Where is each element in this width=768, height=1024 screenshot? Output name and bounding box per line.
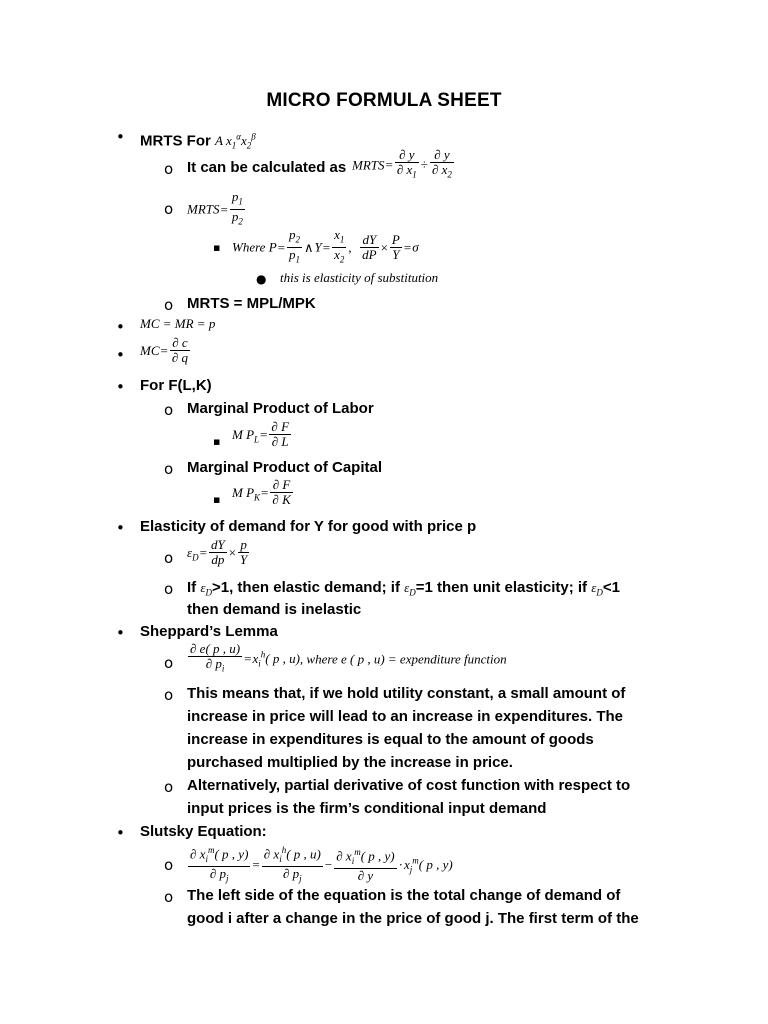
mpk-label: Marginal Product of Capital	[187, 459, 383, 476]
level4-bullet: ●	[256, 272, 267, 286]
where-formula: Where P= $\frac{p_2}{p_1}$ ∧Y= $\frac{x_1}{x_2}$ , $\frac{dY}{dP}$ × $\frac{P}{Y}$ =σ	[232, 227, 419, 265]
slutsky-label: Slutsky Equation:	[140, 823, 267, 840]
where-text: Where P	[232, 239, 277, 255]
mrts-for-text: MRTS For	[140, 132, 211, 150]
mc-derivative-formula: MC= $\frac{\partial c}{\partial q}$	[140, 335, 189, 365]
sub-bullet: o	[164, 856, 174, 874]
bullet: •	[116, 824, 125, 842]
sub-bullet: o	[164, 200, 174, 218]
sheppard-p2-line: Alternatively, partial derivative of cost function with respect to	[187, 777, 631, 794]
mrts-function: A $x_1^\alpha x_2^\beta$	[215, 132, 256, 151]
fraction: $\frac{\partial c}{\partial q}$	[171, 335, 189, 365]
sheppard-p1-line: increase in price will lead to an increase in expenditures. The	[187, 708, 623, 725]
fraction: $\frac{x_1}{x_2}$	[334, 227, 345, 265]
calc-as-text: It can be calculated as	[187, 159, 347, 176]
fraction: $\frac{dY}{dP}$	[362, 231, 377, 262]
elasticity-label: Elasticity of demand for Y for good with price p	[140, 518, 477, 535]
sub-bullet: o	[164, 888, 174, 906]
fraction: $\frac{p_1}{p_2}$	[231, 189, 243, 227]
mrts-price-formula: MRTS= $\frac{p_1}{p_2}$	[187, 189, 243, 227]
page-title: MICRO FORMULA SHEET	[266, 90, 502, 111]
fraction: $\frac{\partial x_i^h( p , u)}{\partial p_j}$	[263, 845, 321, 884]
mrts-mpl-text: MRTS = MPL/MPK	[187, 295, 316, 312]
fraction: $\frac{\partial e( p , u)}{\partial p_i}$	[190, 641, 241, 674]
mpk-formula: M $P_K=$ $\frac{\partial F}{\partial K}$	[232, 477, 291, 507]
mpl-label: Marginal Product of Labor	[187, 400, 374, 417]
fraction: $\frac{\partial F}{\partial L}$	[271, 419, 290, 449]
fraction: $\frac{\partial F}{\partial K}$	[272, 477, 291, 507]
sub-bullet: o	[164, 160, 174, 178]
sub-bullet: o	[164, 460, 174, 478]
bullet: •	[116, 624, 125, 642]
sub-sub-bullet: ▪	[213, 241, 221, 254]
sheppard-label: Sheppard’s Lemma	[140, 623, 278, 640]
sub-bullet: o	[164, 580, 174, 598]
sub-bullet: o	[164, 296, 174, 314]
fraction: $\frac{p_2}{p_1}$	[288, 227, 300, 265]
sub-bullet: o	[164, 686, 174, 704]
bullet: •	[116, 519, 125, 537]
sheppard-p1-line: This means that, if we hold utility constant, a small amount of	[187, 685, 626, 702]
elastic-line-1: If $\varepsilon_D>1$, then elastic demand; if $\varepsilon_D=1$ then unit elasticity; if $\varepsilon_D<1$	[187, 579, 620, 598]
mrts-symbol: MRTS	[352, 157, 385, 173]
sub-bullet: o	[164, 401, 174, 419]
mrts-derivative-formula: MRTS= $\frac{\partial y}{\partial x_1}$ ÷ $\frac{\partial y}{\partial x_2}$	[352, 147, 452, 180]
fraction: $\frac{\partial y}{\partial x_1}$	[396, 147, 417, 180]
for-flk-text: For F(L,K)	[140, 377, 212, 394]
text-segment: <1	[602, 579, 620, 596]
slutsky-formula: $\frac{\partial x_i^m( p , y)}{\partial p_j}$ = $\frac{\partial x_i^h( p , u)}{\partial p_j}$ − $\frac{\partial x_i^m( p , y)}{\partial y}$ $\cdot x_j^m$( p , y)	[190, 845, 453, 884]
elasticity-formula: $\varepsilon_D=$ $\frac{dY}{dp}$ × $\frac{p}{Y}$	[187, 537, 248, 567]
sheppard-p2-line: input prices is the firm’s conditional input demand	[187, 800, 547, 817]
fraction: $\frac{\partial x_i^m( p , y)}{\partial p_j}$	[190, 845, 249, 884]
sheppard-where: , where e	[299, 651, 347, 667]
bullet: •	[116, 378, 125, 396]
bullet: •	[116, 318, 125, 336]
slutsky-p1-line: The left side of the equation is the total change of demand of	[187, 887, 621, 904]
mpl-formula: M $P_L=$ $\frac{\partial F}{\partial L}$	[232, 419, 290, 449]
sheppard-p1-line: increase in expenditures is equal to the amount of goods	[187, 731, 594, 748]
sub-bullet: o	[164, 654, 174, 672]
sub-bullet: o	[164, 778, 174, 796]
fraction: $\frac{dY}{dp}$	[210, 537, 225, 567]
bullet: •	[116, 346, 125, 364]
mrts-symbol: MRTS	[187, 201, 220, 217]
text-segment: =1 then unit elasticity; if	[415, 579, 588, 596]
fraction: $\frac{\partial x_i^m( p , y)}{\partial y}$	[336, 847, 395, 884]
mrts-function-base: A x	[215, 133, 232, 149]
substitution-note: this is elasticity of substitution	[280, 270, 439, 285]
fraction: $\frac{P}{Y}$	[391, 231, 400, 262]
mc-symbol: MC	[140, 343, 160, 358]
text-segment: >1, then elastic demand; if	[211, 579, 400, 596]
fraction: $\frac{p}{Y}$	[240, 537, 248, 567]
text-segment: If	[187, 579, 197, 596]
sheppard-formula: $\frac{\partial e( p , u)}{\partial p_i}$ $=x_i^h$( p , u), where e ( p , u) = expenditure function	[190, 641, 507, 674]
sub-sub-bullet: ▪	[213, 493, 221, 506]
mrts-for-line	[140, 126, 256, 158]
sheppard-expenditure: expenditure function	[399, 651, 507, 667]
elastic-line-2: then demand is inelastic	[187, 601, 362, 618]
mc-mr-formula: MC = MR = p	[140, 316, 216, 331]
sub-bullet: o	[164, 549, 174, 567]
sheppard-p1-line: purchased multiplied by the increase in price.	[187, 754, 513, 771]
sub-sub-bullet: ▪	[213, 435, 221, 448]
slutsky-p1-line: good i after a change in the price of good j. The first term of the	[187, 910, 639, 927]
fraction: $\frac{\partial y}{\partial x_2}$	[431, 147, 452, 180]
bullet: •	[116, 128, 125, 146]
